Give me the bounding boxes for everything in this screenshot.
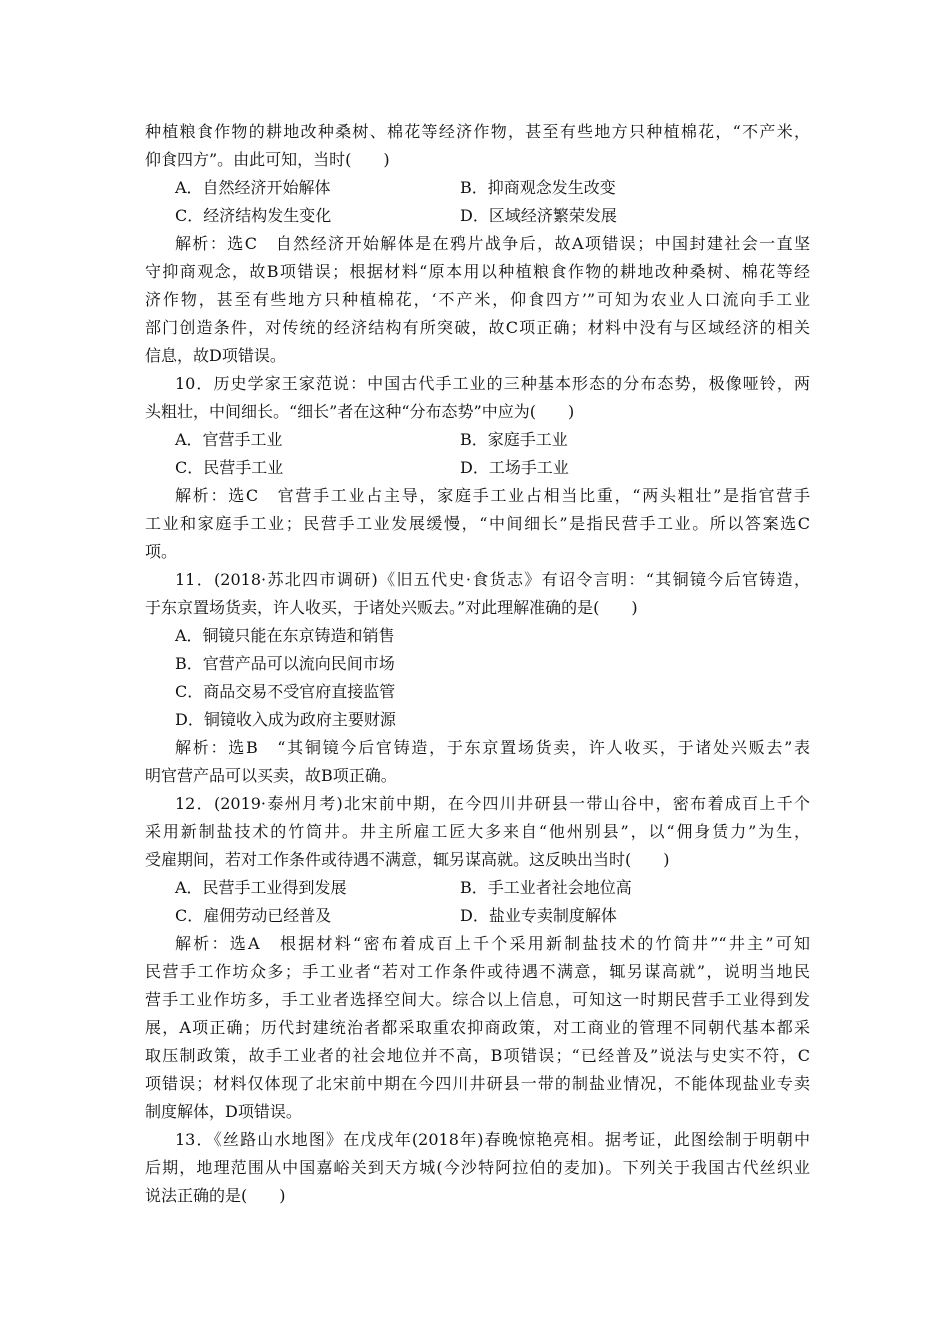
option-d: D．工场手工业 bbox=[460, 458, 569, 477]
explanation-line: 解析：选C 官营手工业占主导，家庭手工业占相当比重，“两头粗壮”是指官营手 bbox=[175, 486, 810, 505]
explanation-line: 工业和家庭手工业；民营手工业发展缓慢，“中间细长”是指民营手工业。所以答案选C bbox=[145, 514, 810, 533]
question-10-stem: 10．历史学家王家范说：中国古代手工业的三种基本形态的分布态势，极像哑铃，两 bbox=[175, 374, 810, 393]
option-d: D．铜镜收入成为政府主要财源 bbox=[175, 710, 396, 729]
option-a: A．铜镜只能在东京铸造和销售 bbox=[175, 626, 395, 645]
explanation-line: 明官营产品可以买卖，故B项正确。 bbox=[145, 766, 397, 785]
option-d: D．区域经济繁荣发展 bbox=[460, 206, 617, 225]
question-11-stem: 于东京置场货卖，许人收买，于诸处兴贩去。”对此理解准确的是( ) bbox=[145, 598, 638, 617]
explanation-line: 取压制政策，故手工业者的社会地位并不高，B项错误；“已经普及”说法与史实不符，C bbox=[145, 1046, 810, 1065]
option-c: C．经济结构发生变化 bbox=[175, 206, 332, 225]
option-c: C．民营手工业 bbox=[175, 458, 284, 477]
question-12-stem: 受雇期间，若对工作条件或待遇不满意，辄另谋高就。这反映出当时( ) bbox=[145, 850, 670, 869]
option-b: B．官营产品可以流向民间市场 bbox=[175, 654, 395, 673]
question-11-stem: 11．(2018·苏北四市调研)《旧五代史·食货志》有诏令言明：“其铜镜今后官铸造， bbox=[175, 570, 810, 589]
question-12-stem: 12．(2019·泰州月考)北宋前中期，在今四川井研县一带山谷中，密布着成百上千个 bbox=[175, 794, 810, 813]
option-a: A．自然经济开始解体 bbox=[175, 178, 331, 197]
explanation-line: 项。 bbox=[145, 542, 178, 561]
explanation-line: 部门创造条件，对传统的经济结构有所突破，故C项正确；材料中没有与区域经济的相关 bbox=[145, 318, 810, 337]
text-line: 种植粮食作物的耕地改种桑树、棉花等经济作物，甚至有些地方只种植棉花，“不产米， bbox=[145, 122, 810, 141]
explanation-line: 展，A项正确；历代封建统治者都采取重农抑商政策，对工商业的管理不同朝代基本都采 bbox=[145, 1018, 810, 1037]
explanation-line: 解析：选A 根据材料“密布着成百上千个采用新制盐技术的竹筒井”“井主”可知 bbox=[175, 934, 810, 953]
option-b: B．家庭手工业 bbox=[460, 430, 568, 449]
question-13-stem: 13．《丝路山水地图》在戊戌年(2018年)春晚惊艳亮相。据考证，此图绘制于明朝中 bbox=[175, 1130, 810, 1149]
option-a: A．官营手工业 bbox=[175, 430, 283, 449]
explanation-line: 解析：选C 自然经济开始解体是在鸦片战争后，故A项错误；中国封建社会一直坚 bbox=[175, 234, 810, 253]
explanation-line: 济作物，甚至有些地方只种植棉花，‘不产米，仰食四方’”可知为农业人口流向手工业 bbox=[145, 290, 810, 309]
explanation-line: 解析：选B “其铜镜今后官铸造，于东京置场货卖，许人收买，于诸处兴贩去”表 bbox=[175, 738, 810, 757]
option-c: C．雇佣劳动已经普及 bbox=[175, 906, 332, 925]
explanation-line: 项错误；材料仅体现了北宋前中期在今四川井研县一带的制盐业情况，不能体现盐业专卖 bbox=[145, 1074, 810, 1093]
question-stem: 仰食四方”。由此可知，当时( ) bbox=[145, 150, 390, 169]
option-b: B．抑商观念发生改变 bbox=[460, 178, 616, 197]
option-a: A．民营手工业得到发展 bbox=[175, 878, 347, 897]
option-d: D．盐业专卖制度解体 bbox=[460, 906, 617, 925]
question-12-stem: 采用新制盐技术的竹筒井。井主所雇工匠大多来自“他州别县”，以“佣身赁力”为生， bbox=[145, 822, 810, 841]
explanation-line: 民营手工作坊众多；手工业者“若对工作条件或待遇不满意，辄另谋高就”，说明当地民 bbox=[145, 962, 810, 981]
explanation-line: 守抑商观念，故B项错误；根据材料“原本用以种植粮食作物的耕地改种桑树、棉花等经 bbox=[145, 262, 810, 281]
option-c: C．商品交易不受官府直接监管 bbox=[175, 682, 396, 701]
question-10-stem: 头粗壮，中间细长。“细长”者在这种“分布态势”中应为( ) bbox=[145, 402, 575, 421]
explanation-line: 信息，故D项错误。 bbox=[145, 346, 286, 365]
question-13-stem: 后期，地理范围从中国嘉峪关到天方城(今沙特阿拉伯的麦加)。下列关于我国古代丝织业 bbox=[145, 1158, 810, 1177]
option-b: B．手工业者社会地位高 bbox=[460, 878, 632, 897]
question-13-stem: 说法正确的是( ) bbox=[145, 1186, 286, 1205]
explanation-line: 营手工业作坊多，手工业者选择空间大。综合以上信息，可知这一时期民营手工业得到发 bbox=[145, 990, 810, 1009]
explanation-line: 制度解体，D项错误。 bbox=[145, 1102, 302, 1121]
